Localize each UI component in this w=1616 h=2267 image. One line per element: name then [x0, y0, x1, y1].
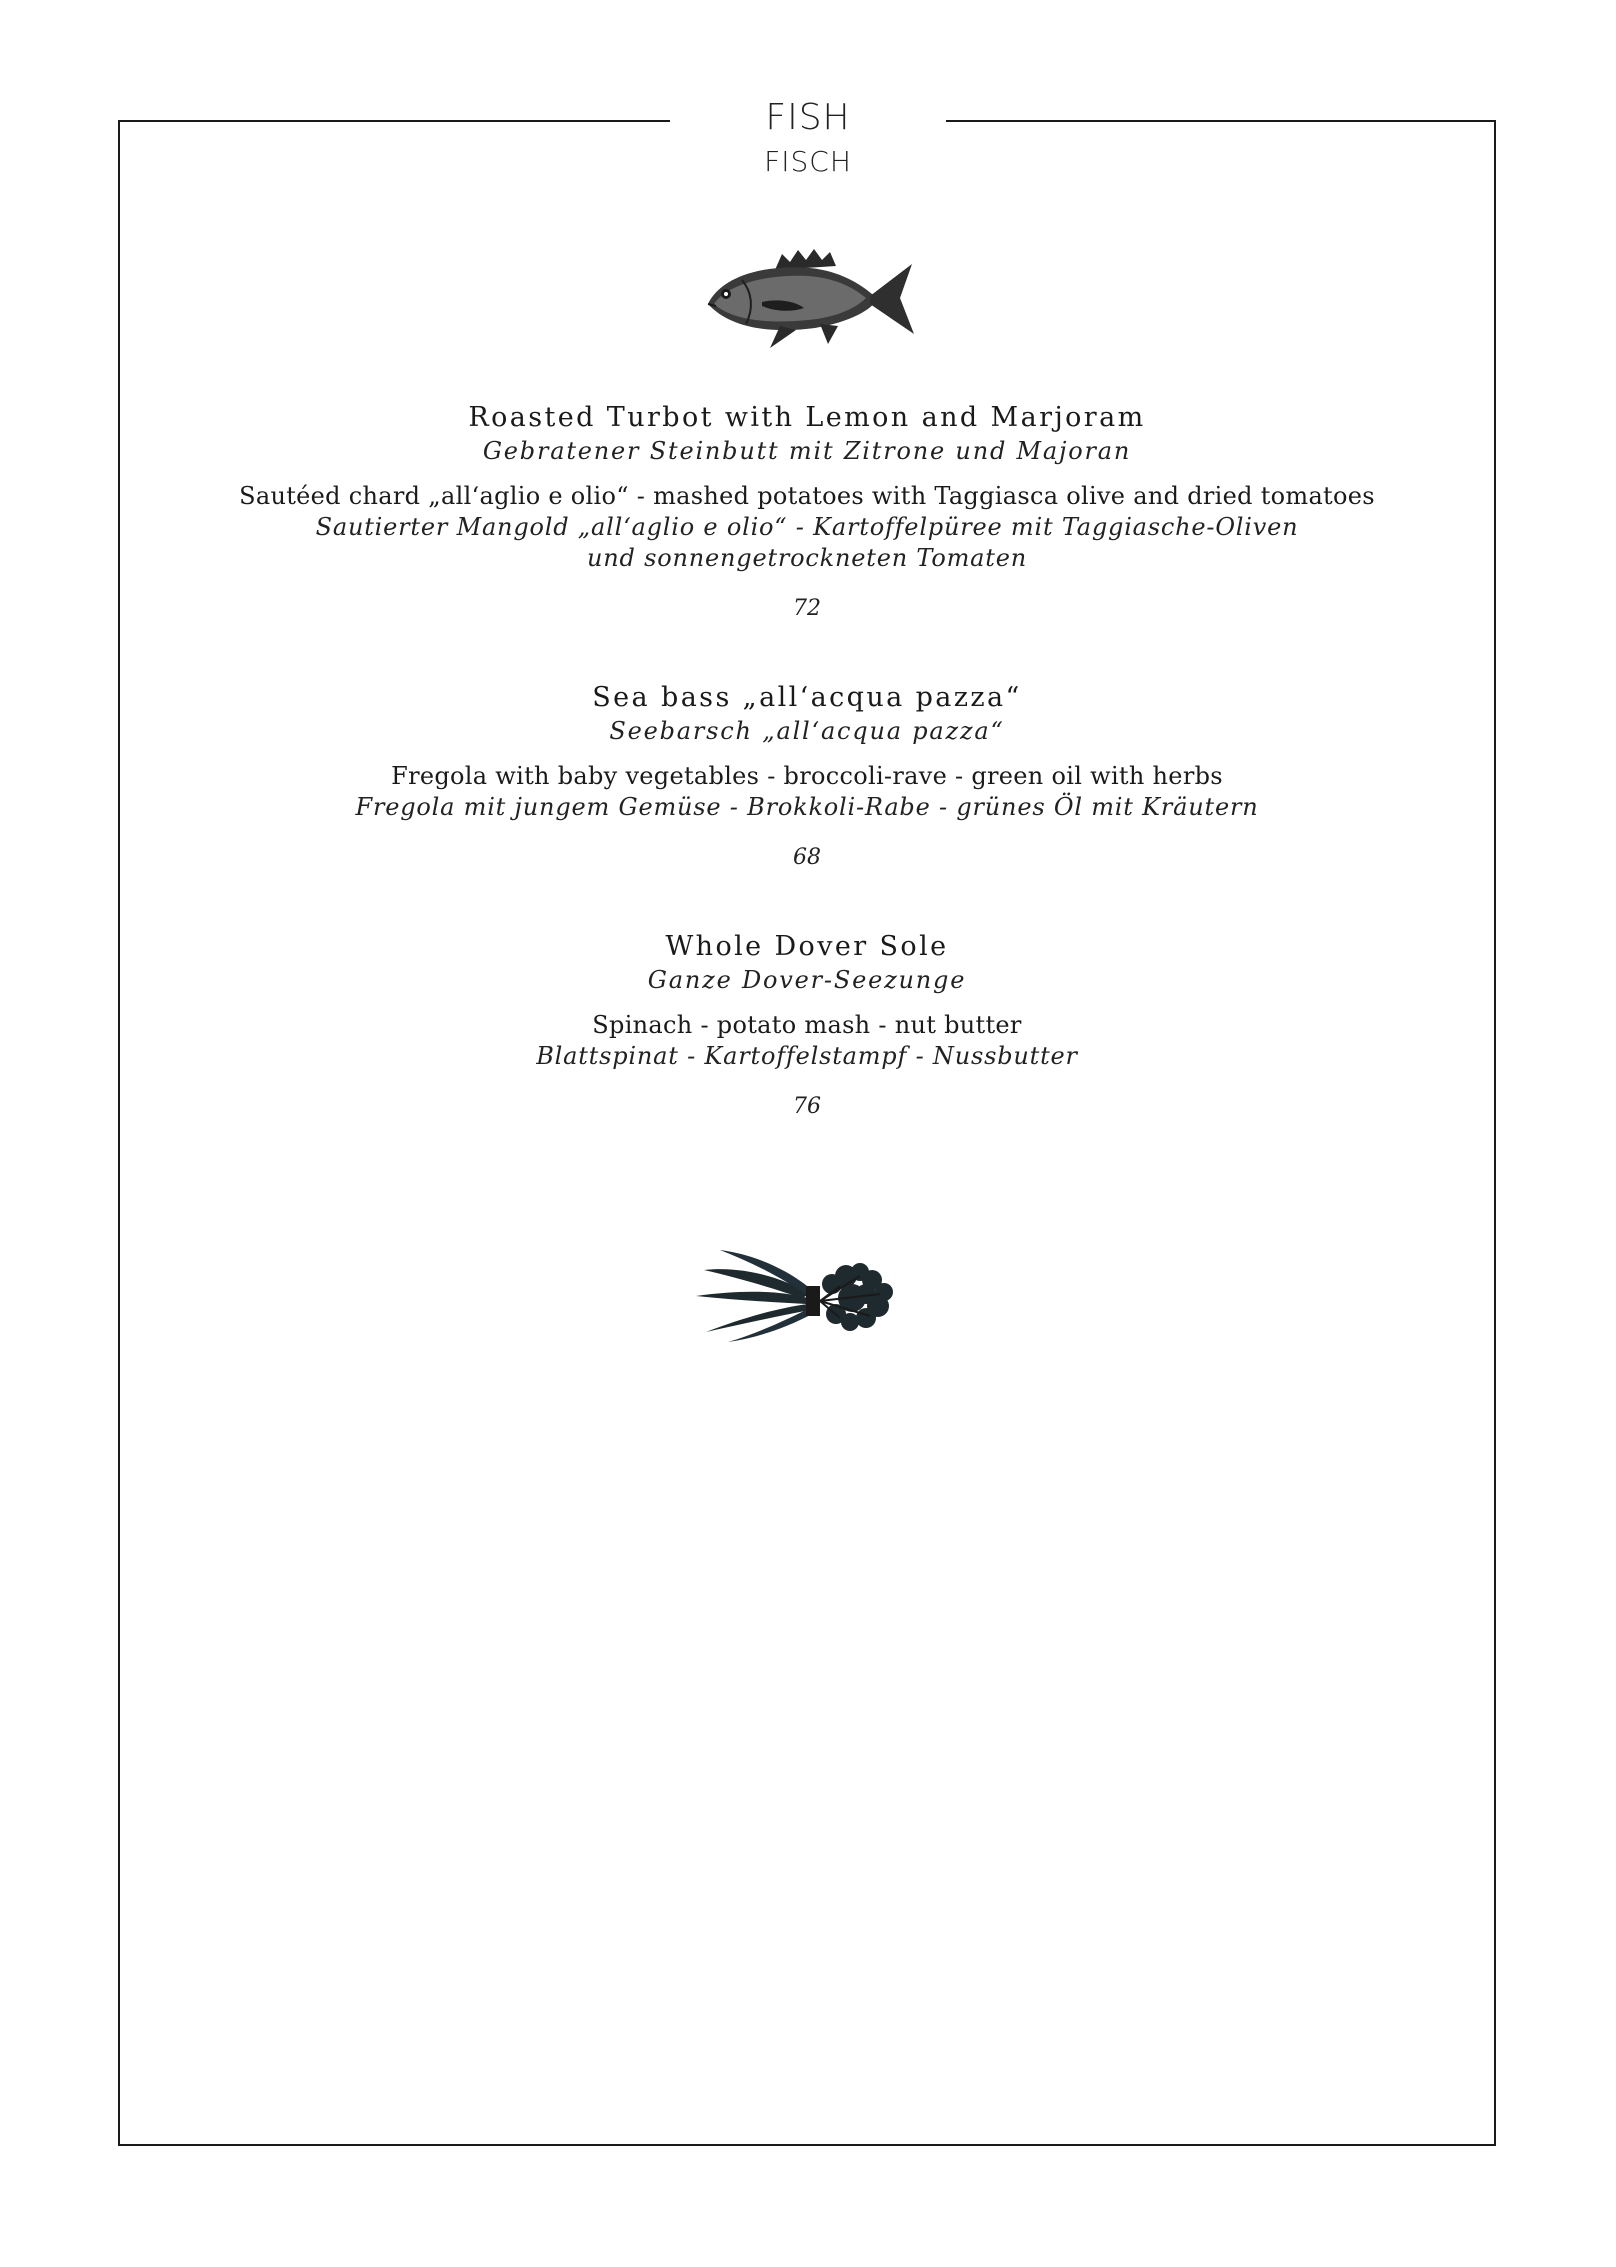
dish-description-de: Blattspinat - Kartoffelstampf - Nussbutter [536, 1042, 1078, 1070]
fish-icon [700, 236, 920, 356]
dish-name: Sea bass „all‘acqua pazza“ [592, 682, 1022, 713]
dish-description-de: Sautierter Mangold „all‘aglio e olio“ - Kartoffelpüree mit Taggiasche-Oliven [315, 513, 1299, 541]
dish-description: Sautéed chard „all‘aglio e olio“ - mashed potatoes with Taggiasca olive and dried tomatoes [239, 482, 1375, 510]
dish-description: Fregola with baby vegetables - broccoli-rave - green oil with herbs [391, 762, 1223, 790]
section-subtitle: FISCH [764, 145, 852, 178]
dish-price: 72 [793, 596, 821, 621]
menu-list [118, 400, 1496, 1122]
dish-price: 76 [793, 1094, 821, 1119]
dish-name-de: Gebratener Steinbutt mit Zitrone und Majoran [482, 437, 1132, 465]
herb-bundle-icon [690, 1246, 900, 1346]
dish-name: Whole Dover Sole [665, 931, 949, 962]
dish-item [118, 929, 1496, 1122]
section-header [670, 92, 946, 192]
section-title: FISH [765, 97, 851, 138]
dish-item [118, 400, 1496, 624]
dish-description: Spinach - potato mash - nut butter [592, 1011, 1022, 1039]
dish-name-de: Ganze Dover-Seezunge [647, 966, 967, 994]
dish-name: Roasted Turbot with Lemon and Marjoram [468, 402, 1146, 433]
dish-name-de: Seebarsch „all‘acqua pazza“ [609, 717, 1005, 745]
dish-description-de: Fregola mit jungem Gemüse - Brokkoli-Rabe - grünes Öl mit Kräutern [355, 793, 1259, 821]
dish-price: 68 [793, 845, 821, 870]
dish-item [118, 680, 1496, 873]
dish-description-de-continued: und sonnengetrockneten Tomaten [587, 544, 1027, 572]
